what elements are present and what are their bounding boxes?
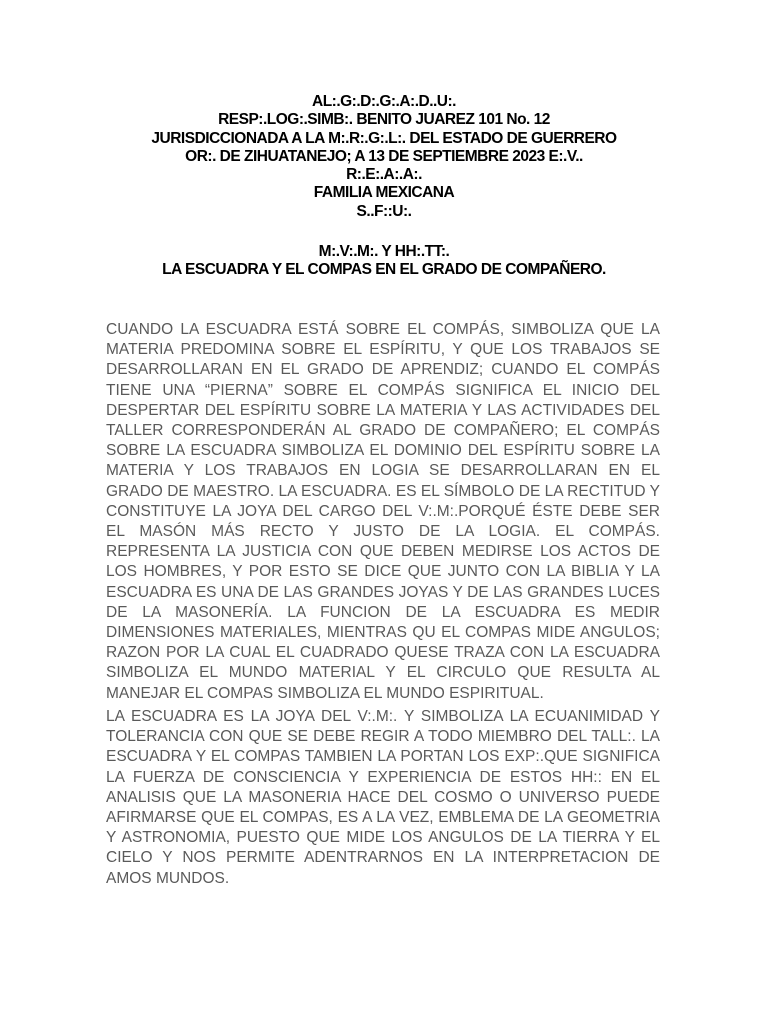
salutation: M:.V:.M:. Y HH:.TT:. [318, 243, 450, 261]
body-paragraph-1: CUANDO LA ESCUADRA ESTÁ SOBRE EL COMPÁS, SIMBOLIZA QUE LA MATERIA PREDOMINA SOBRE EL ESPÍRITU, Y QUE LOS TRABAJOS SE DESARROLLARAN EN EL GRADO DE APRENDIZ; CUANDO EL COMPÁS TIENE UNA “PIERNA” SOBRE EL COMPÁS SIGNIFICA EL INICIO DEL DESPERTAR DEL ESPÍRITU SOBRE LA MATERIA Y LAS ACTIVIDADES DEL TALLER CORRESPONDERÁN AL GRADO DE COMPAÑERO; EL COMPÁS SOBRE LA ESCUADRA SIMBOLIZA EL DOMINIO DEL ESPÍRITU SOBRE LA MATERIA Y LOS TRABAJOS EN LOGIA SE DESARROLLARAN EN EL GRADO DE MAESTRO. LA ESCUADRA. ES EL SÍMBOLO DE LA RECTITUD Y CONSTITUYE LA JOYA DEL CARGO DEL V:.M:.PORQUÉ ÉSTE DEBE SER EL MASÓN MÁS RECTO Y JUSTO DE LA LOGIA. EL COMPÁS. REPRESENTA LA JUSTICIA CON QUE DEBEN MEDIRSE LOS ACTOS DE LOS HOMBRES, Y POR ESTO SE DICE QUE JUNTO CON LA BIBLIA Y LA ESCUADRA ES UNA DE LAS GRANDES JOYAS Y DE LAS GRANDES LUCES DE LA MASONERÍA. LA FUNCION DE LA ESCUADRA ES MEDIR DIMENSIONES MATERIALES, MIENTRAS QU EL COMPAS MIDE ANGULOS; RAZON POR LA CUAL EL CUADRADO QUESE TRAZA CON LA ESCUADRA SIMBOLIZA EL MUNDO MATERIAL Y EL CIRCULO QUE RESULTA AL MANEJAR EL COMPAS SIMBOLIZA EL MUNDO ESPIRITUAL. [106, 321, 660, 702]
header-family: FAMILIA MEXICANA [313, 184, 455, 202]
header-jurisdiction: JURISDICCIONADA A LA M:.R:.G:.L:. DEL ESTADO DE GUERRERO [151, 129, 617, 147]
document-title: LA ESCUADRA Y EL COMPAS EN EL GRADO DE COMPAÑERO. [162, 261, 606, 279]
header-rite: R:.E:.A:.A:. [346, 166, 422, 184]
body-paragraph-2: LA ESCUADRA ES LA JOYA DEL V:.M:. Y SIMBOLIZA LA ECUANIMIDAD Y TOLERANCIA CON QUE SE DEBE REGIR A TODO MIEMBRO DEL TALL:. LA ESCUADRA Y EL COMPAS TAMBIEN LA PORTAN LOS EXP:.QUE SIGNIFICA LA FUERZA DE CONSCIENCIA Y EXPERIENCIA DE ESTOS HH:: EN EL ANALISIS QUE LA MASONERIA HACE DEL COSMO O UNIVERSO PUEDE AFIRMARSE QUE EL COMPAS, ES A LA VEZ, EMBLEMA DE LA GEOMETRIA Y ASTRONOMIA, PUESTO QUE MIDE LOS ANGULOS DE LA TIERRA Y EL CIELO Y NOS PERMITE ADENTRARNOS EN LA INTERPRETACION DE AMOS MUNDOS. [106, 708, 660, 887]
header-spacer [0, 221, 768, 243]
header-lodge-name: RESP:.LOG:.SIMB:. BENITO JUAREZ 101 No. 12 [218, 111, 550, 129]
header-invocation: AL:.G:.D:.G:.A:.D..U:. [312, 93, 456, 110]
header-greeting: S..F::U:. [356, 202, 412, 220]
document-header [0, 93, 768, 280]
header-place-date: OR:. DE ZIHUATANEJO; A 13 DE SEPTIEMBRE 2023 E:.V.. [185, 147, 583, 165]
